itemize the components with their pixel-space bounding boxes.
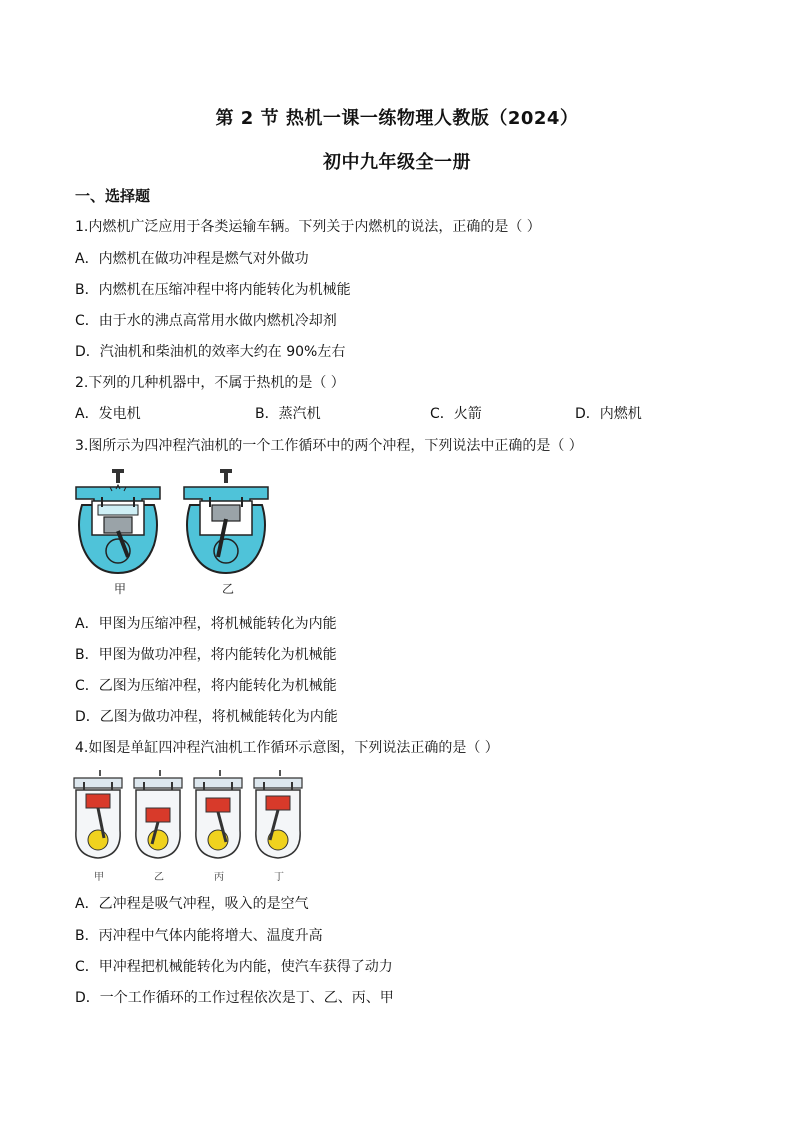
stroke-ding (254, 770, 302, 858)
question-2-stem: 2.下列的几种机器中，不属于热机的是（ ） (75, 375, 345, 391)
question-3-option-a: A．甲图为压缩冲程，将机械能转化为内能 (75, 616, 337, 632)
question-4-figure-label-yi: 乙 (154, 872, 164, 883)
engine-yi (184, 469, 268, 573)
doc-title: 第 2 节 热机一课一练物理人教版（2024） (215, 108, 579, 129)
question-3-option-b: B．甲图为做功冲程，将内能转化为机械能 (75, 647, 337, 663)
question-4-figure-label-bing: 丙 (214, 872, 224, 883)
question-4-option-c: C．甲冲程把机械能转化为内能，使汽车获得了动力 (75, 959, 393, 975)
question-4-figure-label-ding: 丁 (274, 872, 284, 883)
question-4-four-stroke-figure (70, 768, 310, 868)
stroke-yi (134, 770, 182, 858)
question-1-stem: 1.内燃机广泛应用于各类运输车辆。下列关于内燃机的说法，正确的是（ ） (75, 219, 541, 235)
question-4-option-a: A．乙冲程是吸气冲程，吸入的是空气 (75, 896, 309, 912)
engine-jia (76, 469, 160, 573)
doc-subtitle: 初中九年级全一册 (323, 152, 471, 173)
question-1-option-b: B．内燃机在压缩冲程中将内能转化为机械能 (75, 282, 351, 298)
question-3-engine-figure (72, 465, 272, 580)
question-2-option-c: C．火箭 (430, 406, 482, 422)
question-1-option-d: D．汽油机和柴油机的效率大约在 90%左右 (75, 344, 346, 360)
question-2-option-b: B．蒸汽机 (255, 406, 321, 422)
question-2-option-d: D．内燃机 (575, 406, 642, 422)
section-heading: 一、选择题 (75, 187, 151, 205)
question-3-figure-label-yi: 乙 (222, 582, 235, 596)
question-4-option-d: D．一个工作循环的工作过程依次是丁、乙、丙、甲 (75, 990, 394, 1006)
question-1-option-a: A．内燃机在做功冲程是燃气对外做功 (75, 251, 309, 267)
question-4-stem: 4.如图是单缸四冲程汽油机工作循环示意图，下列说法正确的是（ ） (75, 740, 499, 756)
question-3-figure-label-jia: 甲 (114, 582, 127, 596)
question-3-stem: 3.图所示为四冲程汽油机的一个工作循环中的两个冲程，下列说法中正确的是（ ） (75, 438, 583, 454)
question-3-option-c: C．乙图为压缩冲程，将内能转化为机械能 (75, 678, 337, 694)
question-3-option-d: D．乙图为做功冲程，将机械能转化为内能 (75, 709, 338, 725)
question-4-option-b: B．丙冲程中气体内能将增大、温度升高 (75, 928, 323, 944)
question-4-figure-label-jia: 甲 (94, 872, 104, 883)
question-1-option-c: C．由于水的沸点高常用水做内燃机冷却剂 (75, 313, 337, 329)
stroke-jia (74, 770, 122, 858)
question-2-option-a: A．发电机 (75, 406, 141, 422)
question-2-options (75, 403, 715, 423)
stroke-bing (194, 770, 242, 858)
